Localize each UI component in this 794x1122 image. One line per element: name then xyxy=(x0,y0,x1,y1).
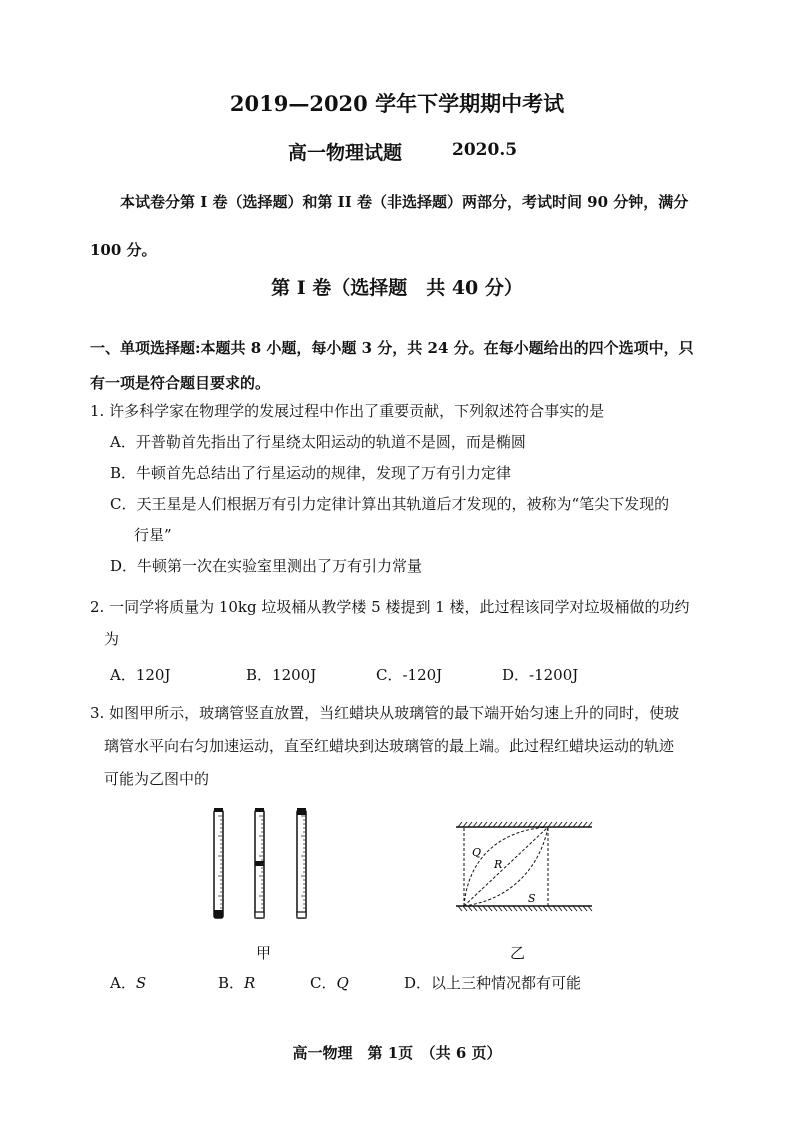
label-r: R xyxy=(494,858,503,871)
figure-yi-caption: 乙 xyxy=(510,944,526,962)
exam-subtitle: 高一物理试题 xyxy=(288,142,403,164)
q3-stem-line-3: 可能为乙图中的 xyxy=(104,770,210,788)
q3-option-a: A．S xyxy=(110,974,147,992)
label-q: Q xyxy=(472,846,482,859)
q1-option-c-line-1: C．天王星是人们根据万有引力定律计算出其轨道后才发现的，被称为“笔尖下发现的 xyxy=(110,495,670,513)
figure-jia-caption: 甲 xyxy=(256,944,272,962)
q2-option-c: C．-120J xyxy=(376,666,443,684)
q2-stem-line-1: 2. 一同学将质量为 10kg 垃圾桶从教学楼 5 楼提到 1 楼，此过程该同学对垃圾桶做的功约 xyxy=(90,598,690,616)
page-footer: 高一物理 第 1页 （共 6 页） xyxy=(292,1044,502,1062)
glass-tube-2 xyxy=(255,808,264,918)
q2-option-d: D．-1200J xyxy=(502,666,579,684)
glass-tube-1 xyxy=(214,808,223,918)
q2-option-b: B．1200J xyxy=(246,666,317,684)
part1-instructions-line-2: 有一项是符合题目要求的。 xyxy=(90,374,271,392)
exam-title: 2019—2020 学年下学期期中考试 xyxy=(229,91,565,116)
bottom-boundary-hatched xyxy=(456,906,592,911)
q1-option-c-line-2: 行星” xyxy=(134,526,172,544)
intro-line-2: 100 分。 xyxy=(90,241,157,259)
exam-date: 2020.5 xyxy=(452,140,518,160)
q1-option-d: D．牛顿第一次在实验室里测出了万有引力常量 xyxy=(110,557,423,575)
figure-jia-tubes xyxy=(205,806,315,924)
q1-option-a: A．开普勒首先指出了行星绕太阳运动的轨道不是圆，而是椭圆 xyxy=(110,433,526,451)
q1-stem: 1. 许多科学家在物理学的发展过程中作出了重要贡献，下列叙述符合事实的是 xyxy=(90,402,605,420)
label-s: S xyxy=(528,892,536,905)
q3-option-d: D．以上三种情况都有可能 xyxy=(404,974,582,992)
section-title: 第 I 卷（选择题 共 40 分） xyxy=(271,277,523,299)
intro-line-1: 本试卷分第 I 卷（选择题）和第 II 卷（非选择题）两部分，考试时间 90 分钟，满分 xyxy=(120,193,689,211)
q2-stem-line-2: 为 xyxy=(104,630,120,648)
glass-tube-3 xyxy=(297,808,306,918)
q2-option-a: A．120J xyxy=(110,666,171,684)
part1-instructions-line-1: 一、单项选择题:本题共 8 小题，每小题 3 分，共 24 分。在每小题给出的四个选项中，只 xyxy=(90,339,694,357)
q3-stem-line-1: 3. 如图甲所示，玻璃管竖直放置，当红蜡块从玻璃管的最下端开始匀速上升的同时，使玻 xyxy=(90,704,680,722)
q3-option-b: B．R xyxy=(218,974,256,992)
top-boundary-hatched xyxy=(456,822,592,827)
figure-yi-trajectories xyxy=(450,818,598,914)
q1-option-b: B．牛顿首先总结出了行星运动的规律，发现了万有引力定律 xyxy=(110,464,512,482)
q3-option-c: C．Q xyxy=(310,974,349,992)
q3-stem-line-2: 璃管水平向右匀加速运动，直至红蜡块到达玻璃管的最上端。此过程红蜡块运动的轨迹 xyxy=(104,737,675,755)
